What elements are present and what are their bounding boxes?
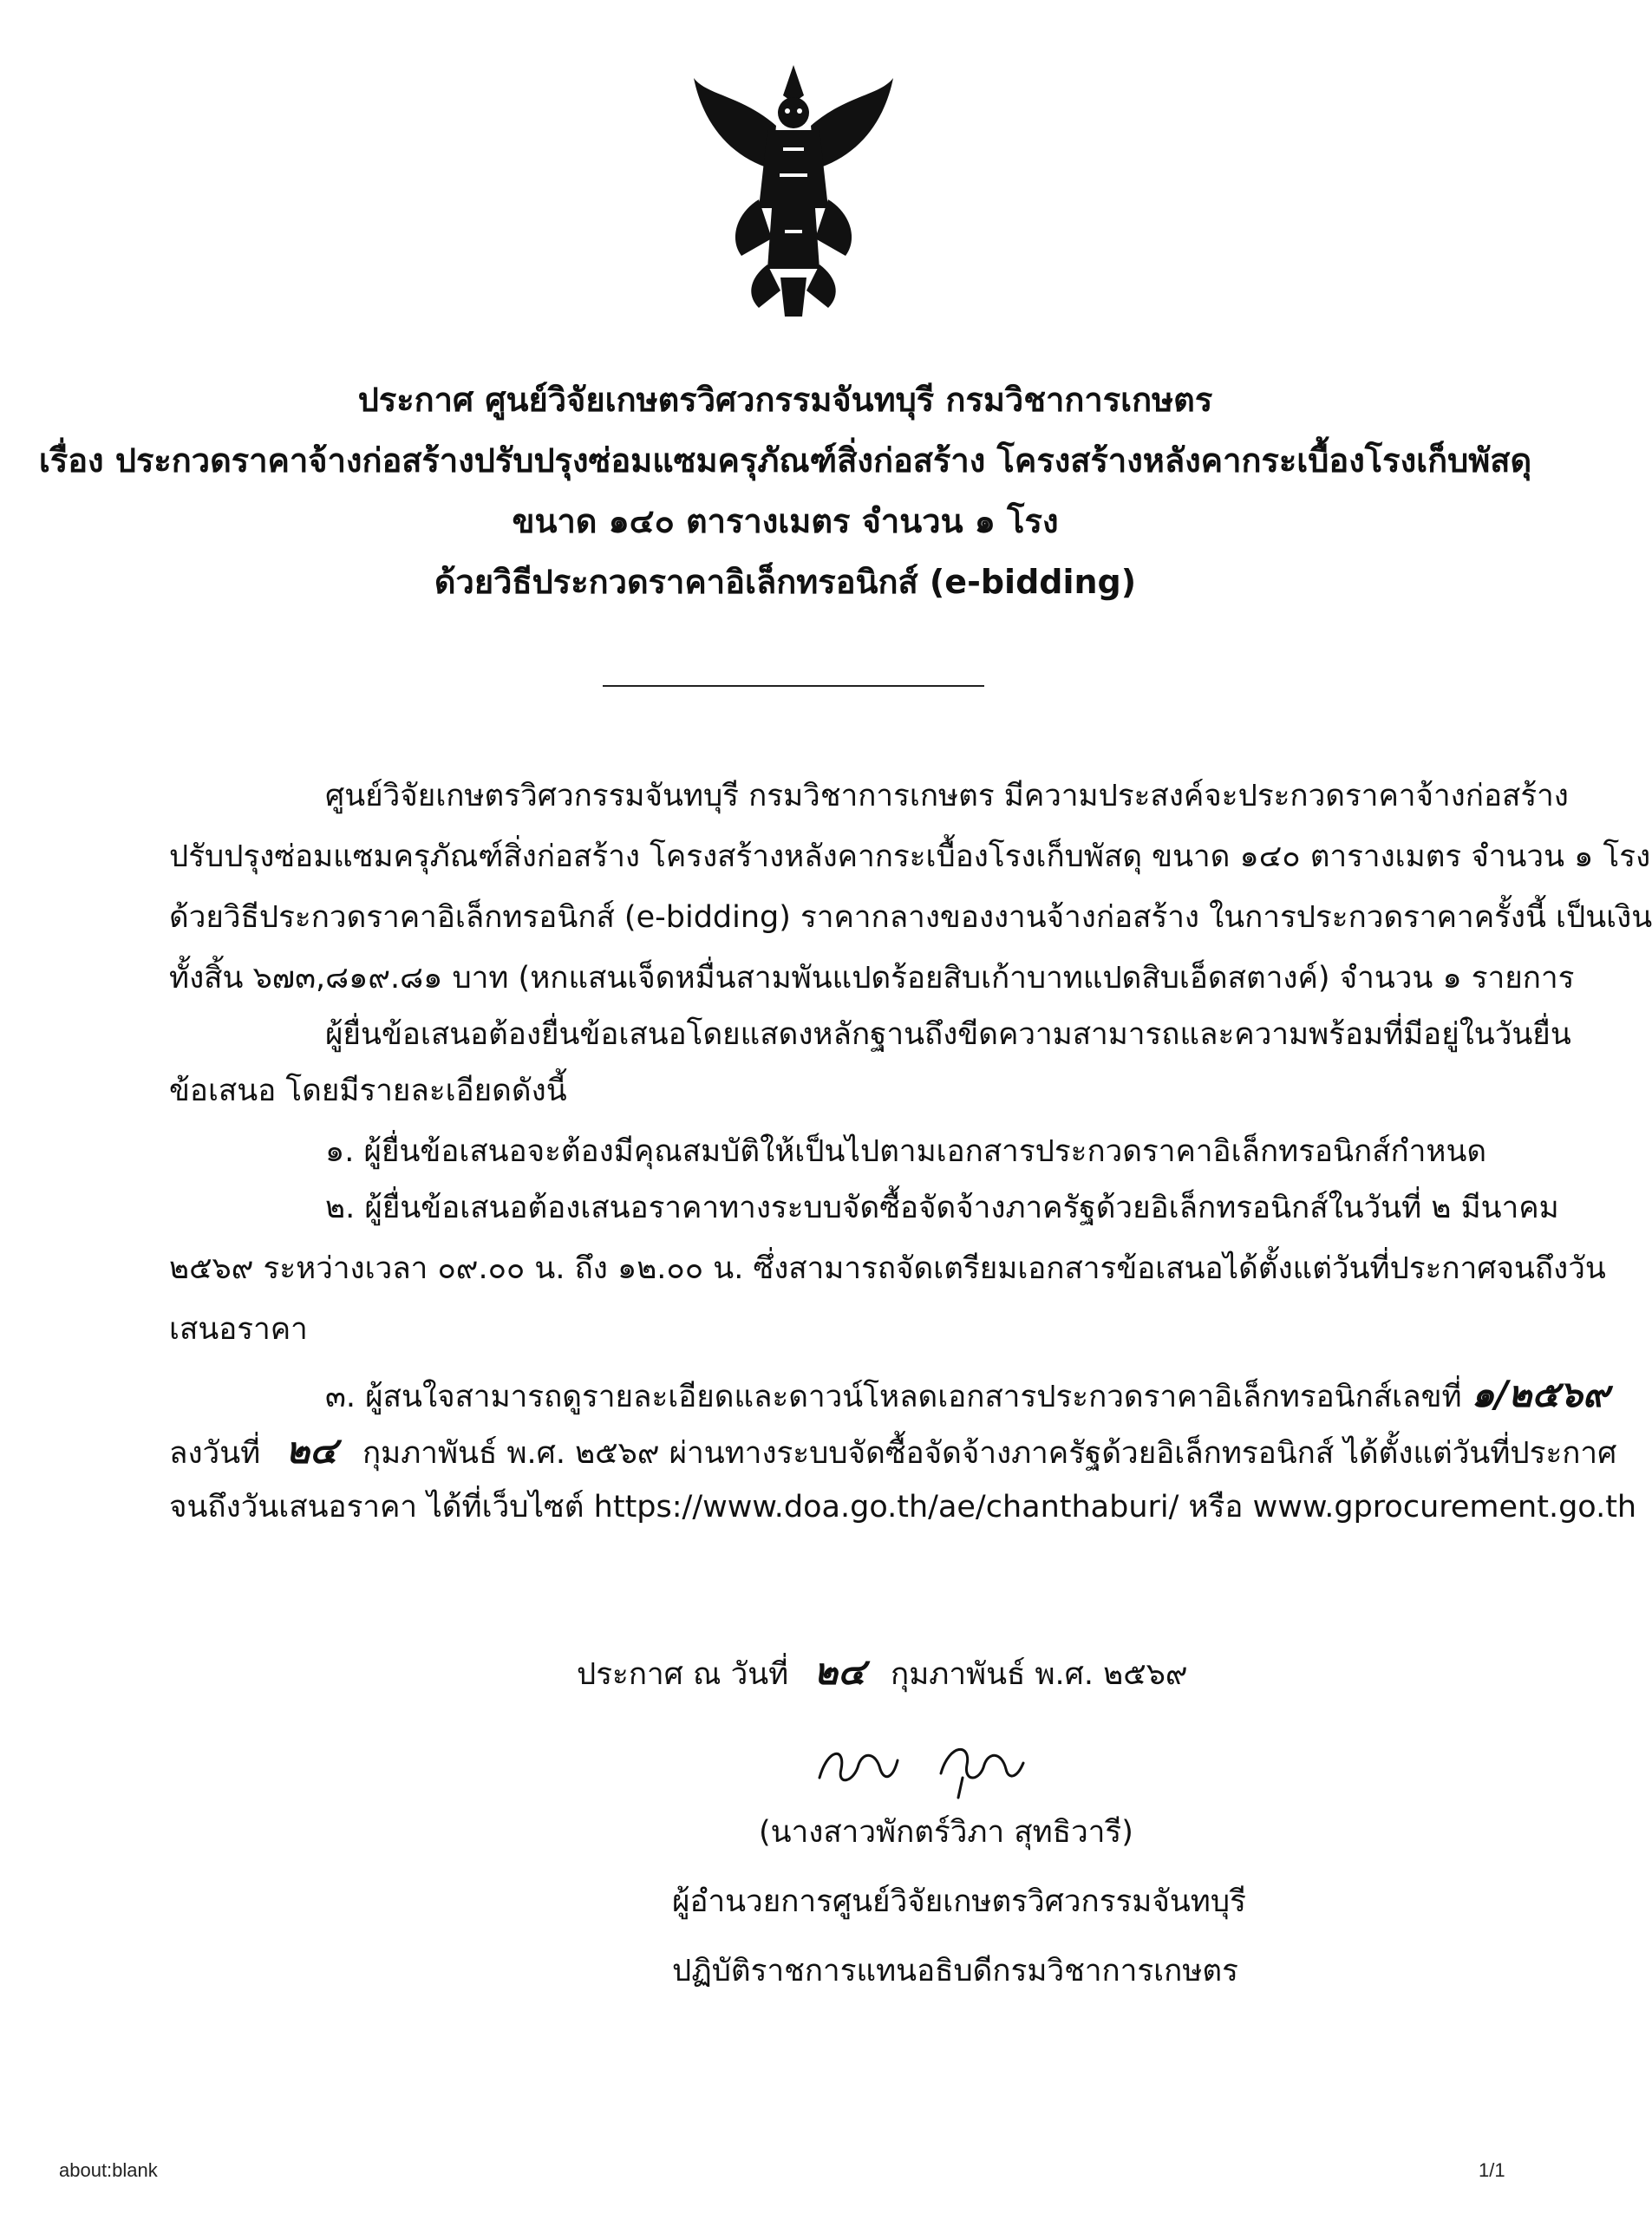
body-line: ข้อเสนอ โดยมีรายละเอียดดังนี้: [169, 1074, 567, 1108]
list-item-3-text: ๓. ผู้สนใจสามารถดูรายละเอียดและดาวน์โหลดเอกสารประกวดราคาอิเล็กทรอนิกส์เลขที่: [325, 1380, 1462, 1414]
handwritten-doc-number: ๑/๒๕๖๙: [1471, 1373, 1610, 1415]
title-line-1: ประกาศ ศูนย์วิจัยเกษตรวิศวกรรมจันทบุรี กรมวิชาการเกษตร: [357, 381, 1213, 419]
title-line-2: เรื่อง ประกวดราคาจ้างก่อสร้างปรับปรุงซ่อมแซมครุภัณฑ์สิ่งก่อสร้าง โครงสร้างหลังคากระเบื้องโรงเก็บพัสดุ: [38, 441, 1532, 480]
title-line-4: ด้วยวิธีประกวดราคาอิเล็กทรอนิกส์ (e-bidding): [434, 563, 1137, 601]
list-item-2-cont: ๒๕๖๙ ระหว่างเวลา ๐๙.๐๐ น. ถึง ๑๒.๐๐ น. ซึ่งสามารถจัดเตรียมเอกสารข้อเสนอได้ตั้งแต่วันที่ประกาศจนถึงวัน: [169, 1251, 1606, 1286]
announce-prefix: ประกาศ ณ วันที่: [577, 1657, 789, 1692]
signer-position: ผู้อำนวยการศูนย์วิจัยเกษตรวิศวกรรมจันทบุรี: [672, 1884, 1246, 1919]
list-item-3-cont: [169, 1422, 1616, 1479]
body-line: ศูนย์วิจัยเกษตรวิศวกรรมจันทบุรี กรมวิชาการเกษตร มีความประสงค์จะประกวดราคาจ้างก่อสร้าง: [325, 779, 1569, 813]
list-item-3-text: กุมภาพันธ์ พ.ศ. ๒๕๖๙ ผ่านทางระบบจัดซื้อจัดจ้างภาครัฐด้วยอิเล็กทรอนิกส์ ได้ตั้งแต่วันที่ประกาศ: [362, 1436, 1617, 1471]
signer-name: (นางสาวพักตร์วิภา สุทธิวารี): [759, 1815, 1133, 1850]
title-line-3: ขนาด ๑๔๐ ตารางเมตร จำนวน ๑ โรง: [512, 502, 1059, 540]
handwritten-day: ๒๔: [285, 1429, 337, 1472]
list-item-3-text: ลงวันที่: [169, 1436, 261, 1471]
garuda-emblem: [689, 61, 898, 321]
handwritten-signature: [811, 1730, 1071, 1799]
list-item-3: [325, 1366, 1610, 1423]
divider: [603, 685, 984, 687]
page-count: 1/1: [1479, 2159, 1505, 2181]
body-line: ด้วยวิธีประกวดราคาอิเล็กทรอนิกส์ (e-bidding) ราคากลางของงานจ้างก่อสร้าง ในการประกวดราคาครั้งนี้ เป็นเงิน: [169, 900, 1652, 935]
list-item-2: ๒. ผู้ยื่นข้อเสนอต้องเสนอราคาทางระบบจัดซื้อจัดจ้างภาครัฐด้วยอิเล็กทรอนิกส์ในวันที่ ๒ มีนาคม: [325, 1191, 1559, 1225]
list-item-3-cont: จนถึงวันเสนอราคา ได้ที่เว็บไซต์ https://www.doa.go.th/ae/chanthaburi/ หรือ www.gprocurement.go.th: [169, 1490, 1637, 1525]
body-line: ทั้งสิ้น ๖๗๓,๘๑๙.๘๑ บาท (หกแสนเจ็ดหมื่นสามพันแปดร้อยสิบเก้าบาทแปดสิบเอ็ดสตางค์) จำนวน ๑ รายการ: [169, 961, 1575, 996]
list-item-1: ๑. ผู้ยื่นข้อเสนอจะต้องมีคุณสมบัติให้เป็นไปตามเอกสารประกวดราคาอิเล็กทรอนิกส์กำหนด: [325, 1134, 1487, 1169]
body-line: ผู้ยื่นข้อเสนอต้องยื่นข้อเสนอโดยแสดงหลักฐานถึงขีดความสามารถและความพร้อมที่มีอยู่ในวันยื่น: [325, 1017, 1571, 1052]
handwritten-announce-day: ๒๔: [813, 1650, 865, 1693]
body-line: ปรับปรุงซ่อมแซมครุภัณฑ์สิ่งก่อสร้าง โครงสร้างหลังคากระเบื้องโรงเก็บพัสดุ ขนาด ๑๔๐ ตารางเมตร จำนวน ๑ โรง: [169, 839, 1651, 874]
list-item-2-cont: เสนอราคา: [169, 1312, 308, 1347]
announce-date: [577, 1643, 1188, 1701]
announce-rest: กุมภาพันธ์ พ.ศ. ๒๕๖๙: [891, 1657, 1188, 1692]
signer-acting: ปฏิบัติราชการแทนอธิบดีกรมวิชาการเกษตร: [672, 1954, 1238, 1988]
footer-url: about:blank: [59, 2159, 158, 2181]
